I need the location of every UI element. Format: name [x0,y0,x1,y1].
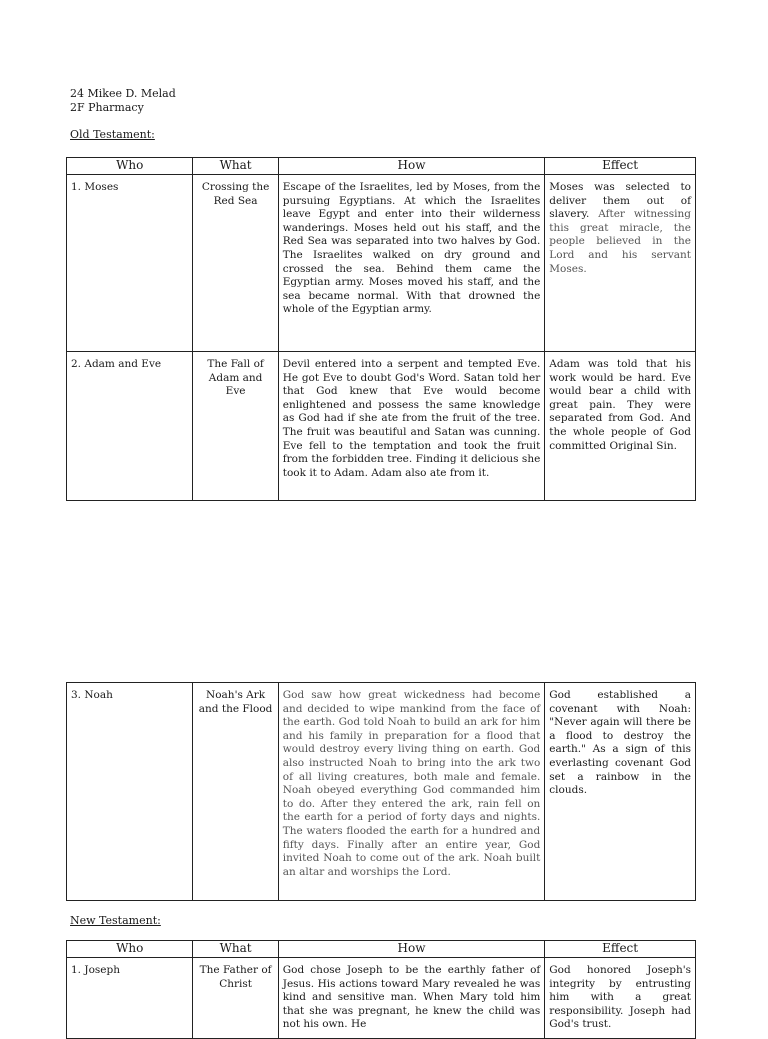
table-row [67,683,696,901]
cell-how: God saw how great wickedness had become and decided to wipe mankind from the face of the earth. God told Noah to build an ark for him and his family in preparation for a flood that would destroy every living thing on earth. God also instructed Noah to bring into the ark two of all living creatures, both male and female. Noah obeyed everything God commanded him to do. After they entered the ark, rain fell on the earth for a period of forty days and nights. The waters flooded the earth for a hundred and fifty days. Finally after an entire year, God invited Noah to come out of the ark. Noah built an altar and worships the Lord. [278,683,545,901]
cell-effect [545,175,696,352]
old-testament-table [66,157,696,501]
table-row [67,352,696,501]
cell-what: The Fall of Adam and Eve [193,352,278,501]
table-row [67,175,696,352]
author-name: 24 Mikee D. Melad [70,87,176,100]
header-who: Who [67,158,193,175]
header-effect: Effect [545,941,696,958]
cell-how: Escape of the Israelites, led by Moses, from the pursuing Egyptians. At which the Israelites leave Egypt and enter into their wilderness wanderings. Moses held out his staff, and the Red Sea was separated into two halves by God. The Israelites walked on dry ground and crossed the sea. Behind them came the Egyptian army. Moses moved his staff, and the sea became normal. With that drowned the whole of the Egyptian army. [278,175,545,352]
table-row [67,958,696,1039]
cell-who: 3. Noah [67,683,193,901]
old-testament-table-continued [66,682,696,901]
effect-text: Moses was selected to deliver them out of slavery. [549,181,691,221]
cell-what: Crossing the Red Sea [193,175,278,352]
cell-what: The Father of Christ [193,958,278,1039]
header-who: Who [67,941,193,958]
cell-who: 1. Moses [67,175,193,352]
header-what: What [193,158,278,175]
cell-who: 1. Joseph [67,958,193,1039]
cell-what: Noah's Ark and the Flood [193,683,278,901]
header-effect: Effect [545,158,696,175]
author-class: 2F Pharmacy [70,101,144,114]
table-header-row [67,941,696,958]
new-testament-label: New Testament: [70,914,161,927]
header-how: How [278,158,545,175]
cell-how: Devil entered into a serpent and tempted Eve. He got Eve to doubt God's Word. Satan told her that God knew that Eve would become enlightened and possess the same knowledge as God had if she ate from the fruit of the tree. The fruit was beautiful and Satan was cunning. Eve fell to the temptation and took the fruit from the forbidden tree. Finding it delicious she took it to Adam. Adam also ate from it. [278,352,545,501]
new-testament-table [66,940,696,1039]
effect-text-continued: After witnessing this great miracle, the people believed in the Lord and his servant Moses. [549,208,691,275]
document-header [70,87,176,115]
cell-how: God chose Joseph to be the earthly father of Jesus. His actions toward Mary revealed he was kind and sensitive man. When Mary told him that she was pregnant, he knew the child was not his own. He [278,958,545,1039]
cell-effect: Adam was told that his work would be hard. Eve would bear a child with great pain. They were separated from God. And the whole people of God committed Original Sin. [545,352,696,501]
cell-who: 2. Adam and Eve [67,352,193,501]
cell-effect: God established a covenant with Noah: "Never again will there be a flood to destroy the earth." As a sign of this everlasting covenant God set a rainbow in the clouds. [545,683,696,901]
header-what: What [193,941,278,958]
table-header-row [67,158,696,175]
header-how: How [278,941,545,958]
cell-effect: God honored Joseph's integrity by entrusting him with a great responsibility. Joseph had God's trust. [545,958,696,1039]
old-testament-label: Old Testament: [70,128,155,141]
